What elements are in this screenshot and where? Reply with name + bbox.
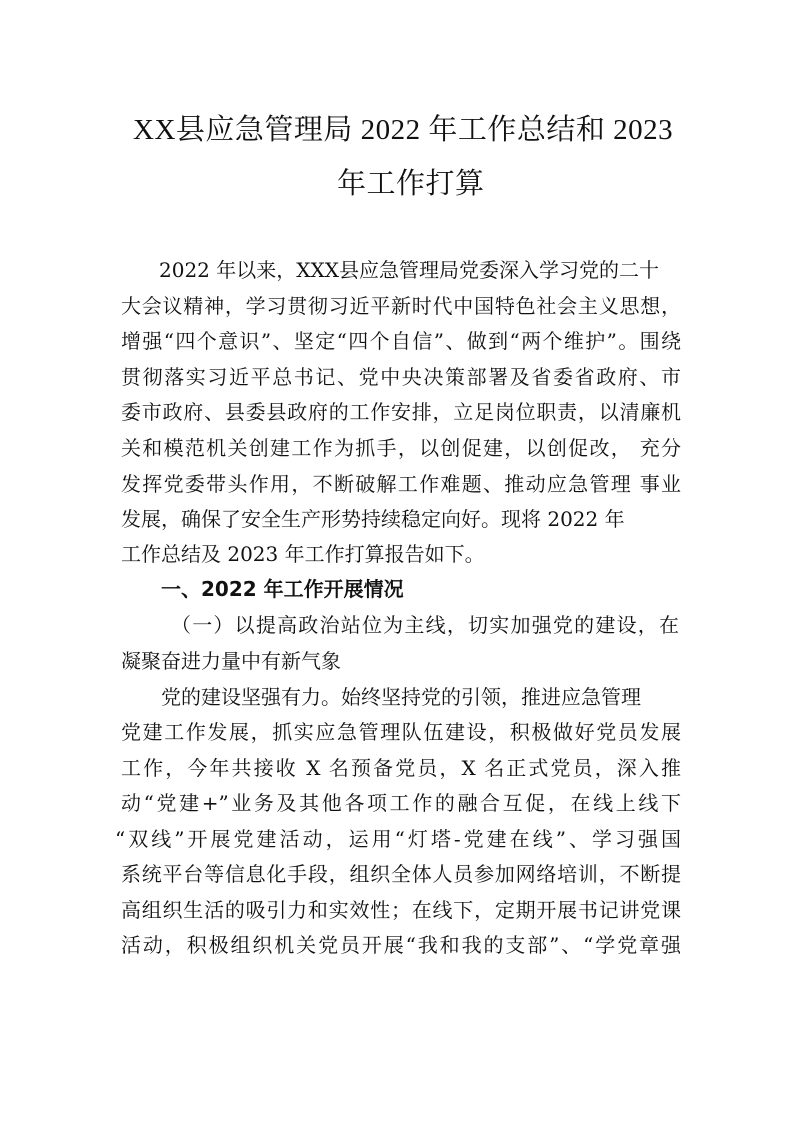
body-line: 动“党建+”业务及其他各项工作的融合互促，在线上线下 [121, 791, 681, 815]
section-heading: 一、2022 年工作开展情况 [161, 577, 404, 601]
body-line: 党的建设坚强有力。始终坚持党的引领，推进应急管理 [161, 685, 641, 709]
document-title-line-2: 年工作打算 [337, 168, 485, 200]
intro-line: 增强“四个意识”、坚定“四个自信”、做到“两个维护”。围绕 [121, 329, 681, 353]
body-line: 活动，积极组织机关党员开展“我和我的支部”、“学党章强 [121, 933, 681, 957]
intro-line: 大会议精神，学习贯彻习近平新时代中国特色社会主义思想， [121, 294, 681, 318]
intro-line: 发挥党委带头作用，不断破解工作难题、推动应急管理 事业 [121, 472, 681, 496]
body-line: 工作，今年共接收 X 名预备党员，X 名正式党员，深入推 [121, 756, 681, 780]
intro-line: 关和模范机关创建工作为抓手，以创促建，以创促改， 充分 [121, 436, 681, 460]
intro-line: 工作总结及 2023 年工作打算报告如下。 [121, 542, 485, 566]
subsection-heading-line: 凝聚奋进力量中有新气象 [121, 649, 341, 673]
intro-line: 2022 年以来，XXX县应急管理局党委深入学习党的二十 [159, 258, 659, 282]
body-line: 高组织生活的吸引力和实效性；在线下，定期开展书记讲党课 [121, 898, 681, 922]
intro-line: 贯彻落实习近平总书记、党中央决策部署及省委省政府、市 [121, 365, 681, 389]
body-line: “双线”开展党建活动，运用“灯塔-党建在线”、学习强国 [115, 827, 681, 851]
document-title-line-1: XX县应急管理局 2022 年工作总结和 2023 [133, 114, 674, 146]
intro-line: 发展，确保了安全生产形势持续稳定向好。现将 2022 年 [121, 507, 625, 531]
body-line: 系统平台等信息化手段，组织全体人员参加网络培训，不断提 [121, 862, 681, 886]
body-line: 党建工作发展，抓实应急管理队伍建设，积极做好党员发展 [121, 720, 681, 744]
subsection-heading-line: （一）以提高政治站位为主线，切实加强党的建设，在 [171, 613, 679, 637]
intro-line: 委市政府、县委县政府的工作安排，立足岗位职责，以清廉机 [121, 400, 681, 424]
